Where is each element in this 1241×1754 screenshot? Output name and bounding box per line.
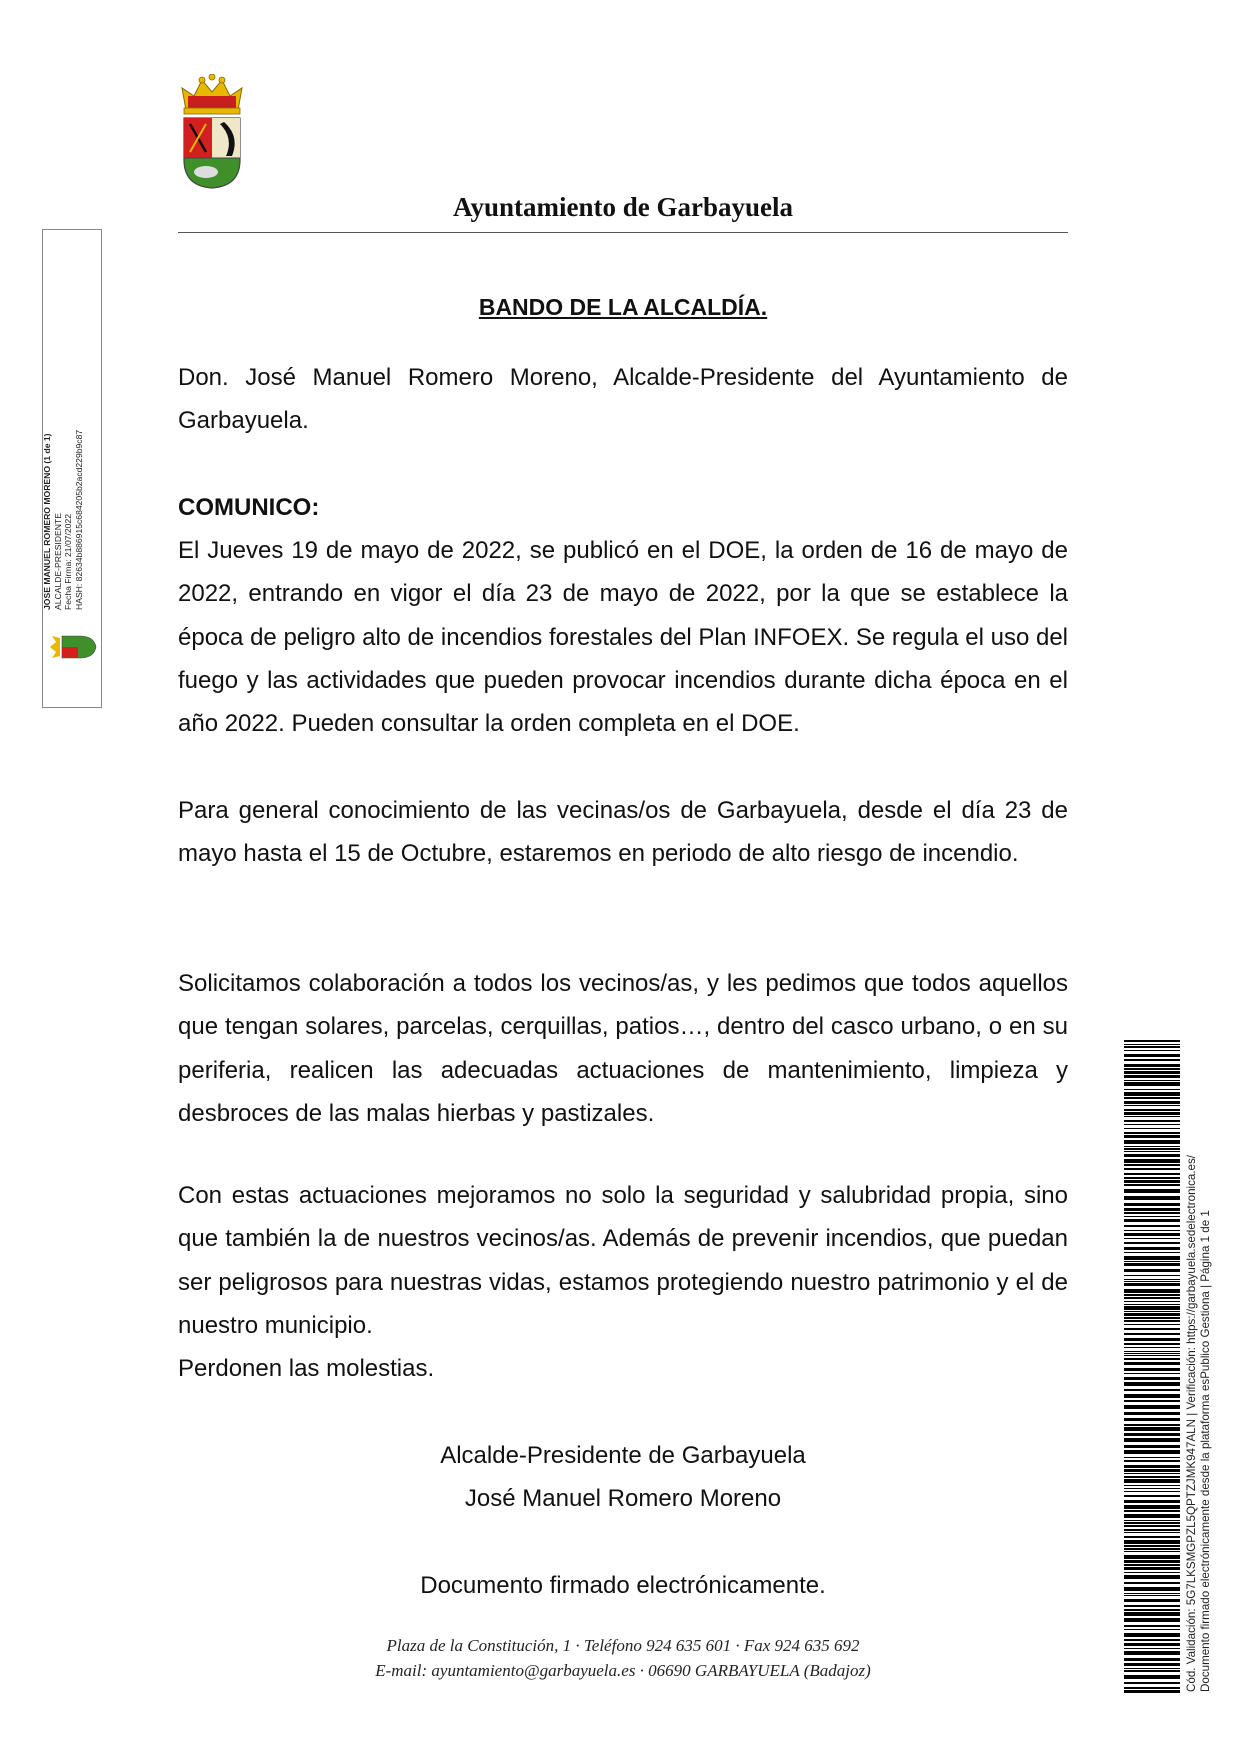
barcode-bar xyxy=(1124,1064,1180,1067)
barcode-bar xyxy=(1124,1643,1180,1646)
barcode-bar xyxy=(1124,1560,1180,1563)
barcode-bar xyxy=(1124,1605,1180,1607)
barcode-bar xyxy=(1124,1347,1180,1348)
barcode-bar xyxy=(1124,1479,1180,1483)
barcode-bar xyxy=(1124,1146,1180,1147)
barcode-bar xyxy=(1124,1382,1180,1386)
barcode-bar xyxy=(1124,1168,1180,1170)
barcode-bar xyxy=(1124,1599,1180,1602)
barcode-bar xyxy=(1124,1595,1180,1596)
barcode-icon xyxy=(1124,1040,1180,1693)
barcode-bar xyxy=(1124,1089,1180,1090)
barcode-bar xyxy=(1124,1328,1180,1330)
barcode-bar xyxy=(1124,1529,1180,1531)
barcode-bar xyxy=(1124,1097,1180,1099)
barcode-bar xyxy=(1124,1476,1180,1478)
barcode-bar xyxy=(1124,1427,1180,1431)
barcode-bar xyxy=(1124,1225,1180,1227)
barcode-bar xyxy=(1124,1675,1180,1679)
barcode-bar xyxy=(1124,1324,1180,1325)
barcode-bar xyxy=(1124,1473,1180,1474)
barcode-bar xyxy=(1124,1495,1180,1497)
barcode-bar xyxy=(1124,1071,1180,1074)
barcode-bar xyxy=(1124,1140,1180,1144)
body-paragraph: El Jueves 19 de mayo de 2022, se publicó en el DOE, la orden de 16 de mayo de 2022, entrando en vigor el día 23 de mayo de 2022, por la que se establece la época de peligro alto de incendios forestales del Plan INFOEX. Se regula el uso del fuego y las actividades que pueden provocar incendios durante dicha época en el año 2022. Pueden consultar la orden completa en el DOE. xyxy=(178,537,1068,738)
barcode-bar xyxy=(1124,1109,1180,1111)
intro-paragraph: Don. José Manuel Romero Moreno, Alcalde-Presidente del Ayuntamiento de Garbayuela. xyxy=(178,364,1068,435)
barcode-bar xyxy=(1124,1304,1180,1305)
stamp-hash: HASH: 82634b886915c684205b2acd229b9c87 xyxy=(73,429,84,610)
barcode-bar xyxy=(1124,1514,1180,1518)
barcode-bar xyxy=(1124,1424,1180,1426)
barcode-bar xyxy=(1124,1460,1180,1462)
barcode-bar xyxy=(1124,1256,1180,1260)
barcode-bar xyxy=(1124,1690,1180,1693)
barcode-bar xyxy=(1124,1306,1180,1310)
barcode-bar xyxy=(1124,1405,1180,1409)
verification-text xyxy=(1185,1032,1215,1692)
barcode-bar xyxy=(1124,1242,1180,1244)
closing-line: Perdonen las molestias. xyxy=(178,1355,435,1382)
barcode-bar xyxy=(1124,1154,1180,1157)
barcode-bar xyxy=(1124,1105,1180,1106)
document-title: BANDO DE LA ALCALDÍA. xyxy=(478,294,768,320)
body-paragraph: Para general conocimiento de las vecinas/os de Garbayuela, desde el día 23 de mayo hasta el 15 de Octubre, estaremos en periodo de alto riesgo de incendio. xyxy=(178,797,1068,868)
stamp-date: Fecha Firma: 21/07/2022 xyxy=(63,513,73,610)
barcode-bar xyxy=(1124,1510,1180,1512)
barcode-bar xyxy=(1124,1046,1180,1048)
barcode-bar xyxy=(1124,1505,1180,1509)
barcode-bar xyxy=(1124,1059,1180,1061)
barcode-bar xyxy=(1124,1247,1180,1250)
barcode-bar xyxy=(1124,1252,1180,1253)
barcode-bar xyxy=(1124,1128,1180,1129)
barcode-bar xyxy=(1124,1101,1180,1104)
barcode-bar xyxy=(1124,1317,1180,1319)
barcode-bar xyxy=(1124,1572,1180,1573)
barcode-bar xyxy=(1124,1555,1180,1559)
barcode-bar xyxy=(1124,1567,1180,1570)
barcode-bar xyxy=(1124,1080,1180,1081)
body-paragraph: Con estas actuaciones mejoramos no solo la seguridad y salubridad propia, sino que también la de nuestros vecinos/as. Además de prevenir incendios, que puedan ser peligrosos para nuestras vidas, estamos protegiendo nuestro patrimonio y el de nuestro municipio. xyxy=(178,1182,1068,1339)
barcode-bar xyxy=(1124,1564,1180,1566)
signature-stamp-text xyxy=(42,310,102,610)
barcode-bar xyxy=(1124,1120,1180,1122)
barcode-bar xyxy=(1124,1663,1180,1666)
barcode-bar xyxy=(1124,1311,1180,1312)
stamp-role: ALCALDE-PRESIDENTE xyxy=(52,513,63,610)
barcode-bar xyxy=(1124,1625,1180,1627)
barcode-bar xyxy=(1124,1219,1180,1222)
barcode-bar xyxy=(1124,1208,1180,1211)
barcode-bar xyxy=(1124,1333,1180,1335)
barcode-bar xyxy=(1124,1373,1180,1374)
barcode-bar xyxy=(1124,1438,1180,1442)
barcode-bar xyxy=(1124,1050,1180,1051)
barcode-bar xyxy=(1124,1469,1180,1472)
barcode-bar xyxy=(1124,1230,1180,1231)
barcode-bar xyxy=(1124,1355,1180,1356)
barcode-bar xyxy=(1124,1540,1180,1544)
barcode-bar xyxy=(1124,1261,1180,1262)
barcode-bar xyxy=(1124,1184,1180,1186)
barcode-bar xyxy=(1124,1389,1180,1391)
barcode-bar xyxy=(1124,1353,1180,1354)
barcode-bar xyxy=(1124,1532,1180,1533)
barcode-bar xyxy=(1124,1433,1180,1436)
barcode-bar xyxy=(1124,1313,1180,1316)
barcode-bar xyxy=(1124,1587,1180,1591)
barcode-bar xyxy=(1124,1682,1180,1684)
signature-name: José Manuel Romero Moreno xyxy=(464,1485,782,1512)
barcode-bar xyxy=(1124,1633,1180,1637)
barcode-bar xyxy=(1124,1238,1180,1239)
barcode-bar xyxy=(1124,1639,1180,1641)
barcode-bar xyxy=(1124,1687,1180,1689)
barcode-bar xyxy=(1124,1575,1180,1579)
barcode-bar xyxy=(1124,1189,1180,1193)
comunico-heading: COMUNICO: xyxy=(178,494,320,521)
barcode-bar xyxy=(1124,1551,1180,1552)
coat-of-arms-icon xyxy=(176,74,248,190)
barcode-bar xyxy=(1124,1212,1180,1214)
barcode-bar xyxy=(1124,1275,1180,1276)
barcode-bar xyxy=(1124,1283,1180,1286)
body-paragraph: Solicitamos colaboración a todos los vecinos/as, y les pedimos que todos aquellos que tengan solares, parcelas, cerquillas, patios…, dentro del casco urbano, o en su periferia, realicen las adecuadas actuaciones de mantenimiento, limpieza y desbroces de las malas hierbas y pastizales. xyxy=(178,970,1068,1127)
barcode-bar xyxy=(1124,1609,1180,1611)
electronic-signature-note: Documento firmado electrónicamente. xyxy=(420,1572,826,1599)
barcode-bar xyxy=(1124,1368,1180,1371)
barcode-bar xyxy=(1124,1377,1180,1380)
barcode-bar xyxy=(1124,1536,1180,1538)
barcode-bar xyxy=(1124,1092,1180,1096)
barcode-bar xyxy=(1124,1132,1180,1134)
barcode-bar xyxy=(1124,1618,1180,1622)
barcode-bar xyxy=(1124,1082,1180,1086)
barcode-bar xyxy=(1124,1159,1180,1163)
barcode-bar xyxy=(1124,1301,1180,1302)
barcode-bar xyxy=(1124,1173,1180,1175)
barcode-bar xyxy=(1124,1629,1180,1630)
barcode-bar xyxy=(1124,1358,1180,1360)
barcode-bar xyxy=(1124,1151,1180,1152)
barcode-bar xyxy=(1124,1281,1180,1282)
barcode-bar xyxy=(1124,1040,1180,1042)
barcode-bar xyxy=(1124,1465,1180,1468)
barcode-bar xyxy=(1124,1658,1180,1661)
barcode-bar xyxy=(1124,1320,1180,1322)
barcode-bar xyxy=(1124,1351,1180,1352)
barcode-bar xyxy=(1124,1445,1180,1448)
barcode-bar xyxy=(1124,1279,1180,1280)
barcode-bar xyxy=(1124,1582,1180,1584)
platform-note: Documento firmado electrónicamente desde la plataforma esPublico Gestiona | Página 1 de 1 xyxy=(1199,1210,1212,1692)
barcode-bar xyxy=(1124,1394,1180,1398)
barcode-bar xyxy=(1124,1289,1180,1293)
barcode-bar xyxy=(1124,1297,1180,1299)
barcode-bar xyxy=(1124,1668,1180,1669)
barcode-bar xyxy=(1124,1418,1180,1421)
barcode-bar xyxy=(1124,1400,1180,1402)
barcode-bar xyxy=(1124,1491,1180,1492)
barcode-bar xyxy=(1124,1648,1180,1649)
barcode-bar xyxy=(1124,1068,1180,1070)
barcode-bar xyxy=(1124,1457,1180,1458)
footer-address: Plaza de la Constitución, 1 · Teléfono 924 635 601 · Fax 924 635 692 xyxy=(386,1636,860,1655)
barcode-bar xyxy=(1124,1263,1180,1266)
barcode-bar xyxy=(1124,1044,1180,1045)
barcode-bar xyxy=(1124,1651,1180,1655)
stamp-crest-icon xyxy=(50,632,98,662)
barcode-bar xyxy=(1124,1180,1180,1183)
barcode-bar xyxy=(1124,1522,1180,1524)
barcode-bar xyxy=(1124,1338,1180,1341)
barcode-bar xyxy=(1124,1520,1180,1521)
barcode-bar xyxy=(1124,1112,1180,1115)
barcode-bar xyxy=(1124,1116,1180,1117)
barcode-bar xyxy=(1124,1362,1180,1365)
barcode-bar xyxy=(1124,1196,1180,1200)
barcode-bar xyxy=(1124,1343,1180,1345)
stamp-signer: JOSE MANUEL ROMERO MORENO (1 de 1) xyxy=(42,433,52,610)
barcode-bar xyxy=(1124,1670,1180,1672)
barcode-bar xyxy=(1124,1548,1180,1550)
header-divider xyxy=(178,232,1068,233)
barcode-bar xyxy=(1124,1500,1180,1503)
barcode-bar xyxy=(1124,1525,1180,1527)
organization-name: Ayuntamiento de Garbayuela xyxy=(452,192,793,222)
barcode-bar xyxy=(1124,1177,1180,1179)
verification-code: Cód. Validación: 5G7LKSMGPZL5QPTZJMK947ALN | Verificación: https://garbayuela.sedelectronica.es/ xyxy=(1185,1154,1198,1692)
barcode-bar xyxy=(1124,1488,1180,1489)
barcode-bar xyxy=(1124,1612,1180,1616)
barcode-bar xyxy=(1124,1124,1180,1125)
footer-contact: E-mail: ayuntamiento@garbayuela.es · 06690 GARBAYUELA (Badajoz) xyxy=(375,1661,871,1680)
barcode-bar xyxy=(1124,1545,1180,1547)
barcode-bar xyxy=(1124,1148,1180,1150)
barcode-bar xyxy=(1124,1269,1180,1272)
barcode-bar xyxy=(1124,1203,1180,1206)
barcode-bar xyxy=(1124,1075,1180,1078)
barcode-bar xyxy=(1124,1412,1180,1415)
signature-role: Alcalde-Presidente de Garbayuela xyxy=(440,1442,806,1469)
barcode-bar xyxy=(1124,1216,1180,1217)
barcode-bar xyxy=(1124,1450,1180,1454)
barcode-bar xyxy=(1124,1593,1180,1594)
barcode-bar xyxy=(1124,1054,1180,1057)
barcode-bar xyxy=(1124,1294,1180,1296)
barcode-bar xyxy=(1124,1485,1180,1486)
barcode-bar xyxy=(1124,1164,1180,1166)
barcode-bar xyxy=(1124,1233,1180,1236)
barcode-bar xyxy=(1124,1135,1180,1138)
